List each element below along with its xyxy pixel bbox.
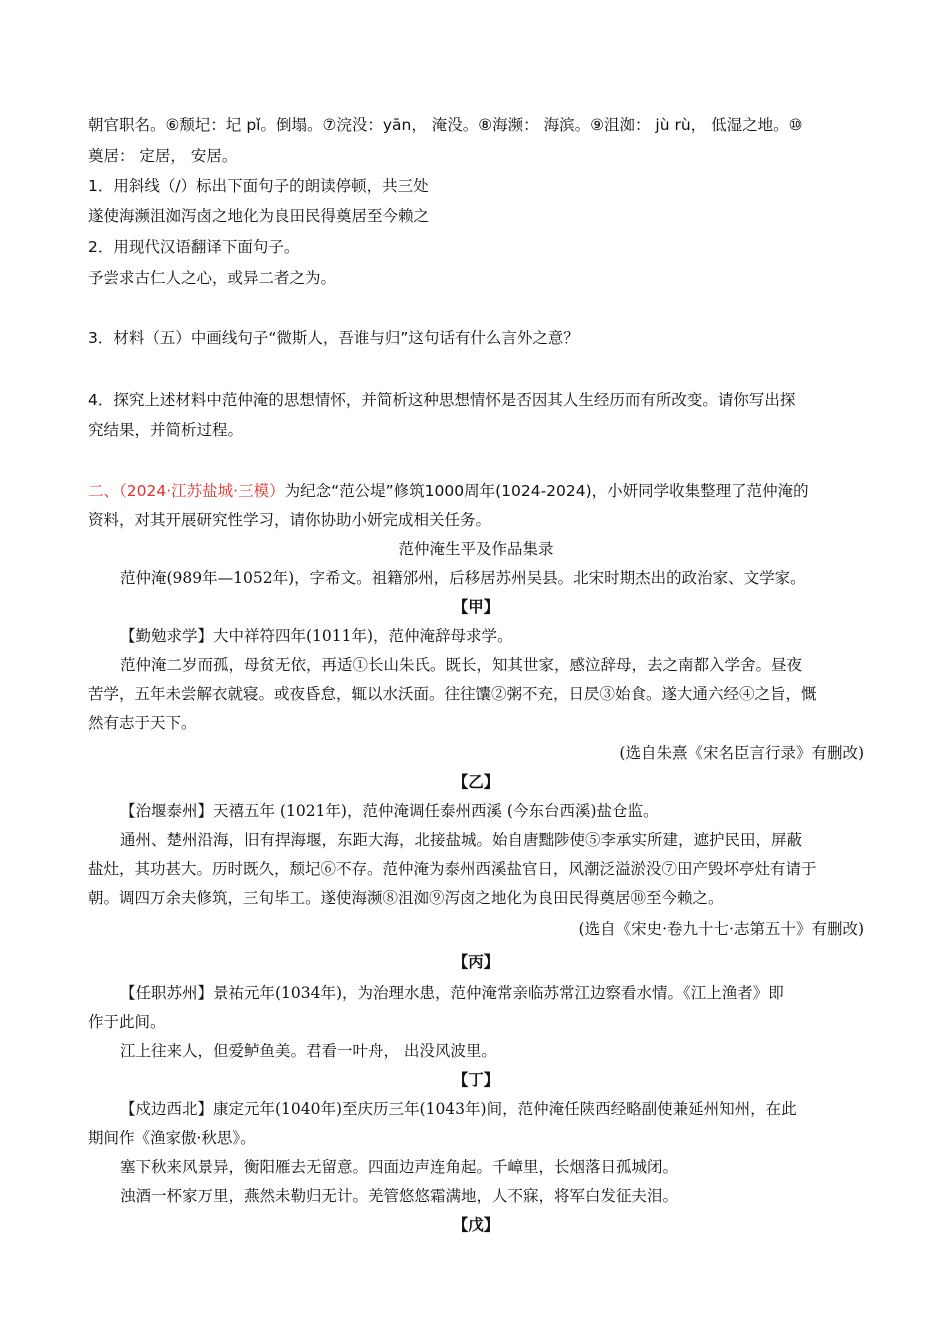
bio-paragraph: 范仲淹(989年—1052年)，字希文。祖籍邠州，后移居苏州吴县。北宋时期杰出的政治家、文学家。 bbox=[120, 569, 806, 587]
bing-poem: 江上往来人，但爱鲈鱼美。君看一叶舟， 出没风波里。 bbox=[120, 1042, 497, 1060]
ding-heading: 【戍边西北】康定元年(1040年)至庆历三年(1043年)间，范仲淹任陕西经略副使兼延州知州，在此 bbox=[120, 1100, 797, 1118]
ding-heading-cont: 期间作《渔家傲·秋思》。 bbox=[88, 1129, 256, 1147]
footnote-line: 朝官职名。⑥颓圮：圮 pǐ。倒塌。⑦浣没：yān， 淹没。⑧海濒： 海滨。⑨沮洳： jù rù， 低湿之地。⑩ bbox=[88, 116, 803, 134]
yi-text: 通州、楚州沿海，旧有捍海堰，东距大海，北接盐城。始自唐黜陟使⑤李承实所建，遮护民田，屏蔽 bbox=[120, 831, 803, 849]
yi-heading: 【治堰泰州】天禧五年 (1021年)，范仲淹调任泰州西溪 (今东台西溪)盐仓监。 bbox=[120, 802, 659, 820]
ding-poem: 塞下秋来风景异，衡阳雁去无留意。四面边声连角起。千嶂里，长烟落日孤城闭。 bbox=[120, 1158, 679, 1176]
section-number: 二、 bbox=[88, 482, 120, 500]
section-intro-text: 为纪念“范公堤”修筑1000周年(1024-2024)，小妍同学收集整理了范仲淹的 bbox=[284, 482, 809, 500]
question-1-sentence: 遂使海濒沮洳泻卤之地化为良田民得奠居至今赖之 bbox=[88, 207, 430, 225]
question-4: 4．探究上述材料中范仲淹的思想情怀，并简析这种思想情怀是否因其人生经历而有所改变。请你写出探 bbox=[88, 391, 796, 409]
ding-poem: 浊酒一杯家万里，燕然未勒归无计。羌管悠悠霜满地，人不寐，将军白发征夫泪。 bbox=[120, 1187, 679, 1205]
section-label-ding: 【丁】 bbox=[452, 1071, 500, 1089]
section-label-wu: 【戊】 bbox=[452, 1216, 500, 1234]
jia-heading: 【勤勉求学】大中祥符四年(1011年)，范仲淹辞母求学。 bbox=[120, 627, 513, 645]
yi-text: 朝。调四万余夫修筑，三旬毕工。遂使海濒⑧沮洳⑨泻卤之地化为良田民得奠居⑩至今赖之。 bbox=[88, 889, 724, 907]
section-source: （2024·江苏盐城·三模） bbox=[119, 482, 285, 500]
question-3: 3．材料（五）中画线句子“微斯人，吾谁与归”这句话有什么言外之意？ bbox=[88, 329, 579, 347]
question-2-sentence: 予尝求古仁人之心，或异二者之为。 bbox=[88, 269, 337, 287]
bing-heading: 【任职苏州】景祐元年(1034年)，为治理水患，范仲淹常亲临苏常江边察看水情。《江上渔者》即 bbox=[120, 984, 784, 1002]
bing-heading-cont: 作于此间。 bbox=[88, 1013, 166, 1031]
yi-source: (选自《宋史·卷九十七·志第五十》有删改) bbox=[578, 920, 864, 938]
question-4-cont: 究结果，并简析过程。 bbox=[88, 421, 244, 439]
jia-text: 范仲淹二岁而孤，母贫无依，再适①长山朱氏。既长，知其世家，感泣辞母，去之南都入学舍。昼夜 bbox=[120, 656, 803, 674]
section-label-bing: 【丙】 bbox=[452, 953, 500, 971]
question-2: 2．用现代汉语翻译下面句子。 bbox=[88, 238, 300, 256]
footnote-line: 奠居： 定居， 安居。 bbox=[88, 147, 238, 165]
section-2-intro-cont: 资料，对其开展研究性学习，请你协助小妍完成相关任务。 bbox=[88, 511, 492, 529]
jia-source: (选自朱熹《宋名臣言行录》有删改) bbox=[619, 744, 864, 762]
section-2-intro bbox=[88, 480, 809, 502]
section-label-yi: 【乙】 bbox=[452, 773, 500, 791]
yi-text: 盐灶，其功甚大。历时既久，颓圮⑥不存。范仲淹为泰州西溪盐官日，风潮泛溢淤没⑦田产毁坏亭灶有请于 bbox=[88, 860, 817, 878]
question-1: 1．用斜线（/）标出下面句子的朗读停顿，共三处 bbox=[88, 177, 429, 195]
jia-text: 苦学，五年未尝解衣就寝。或夜昏怠，辄以水沃面。往往馕②粥不充，日昃③始食。遂大通六经④之旨，慨 bbox=[88, 685, 817, 703]
jia-text: 然有志于天下。 bbox=[88, 714, 197, 732]
collection-title: 范仲淹生平及作品集录 bbox=[398, 540, 554, 558]
section-label-jia: 【甲】 bbox=[452, 598, 500, 616]
